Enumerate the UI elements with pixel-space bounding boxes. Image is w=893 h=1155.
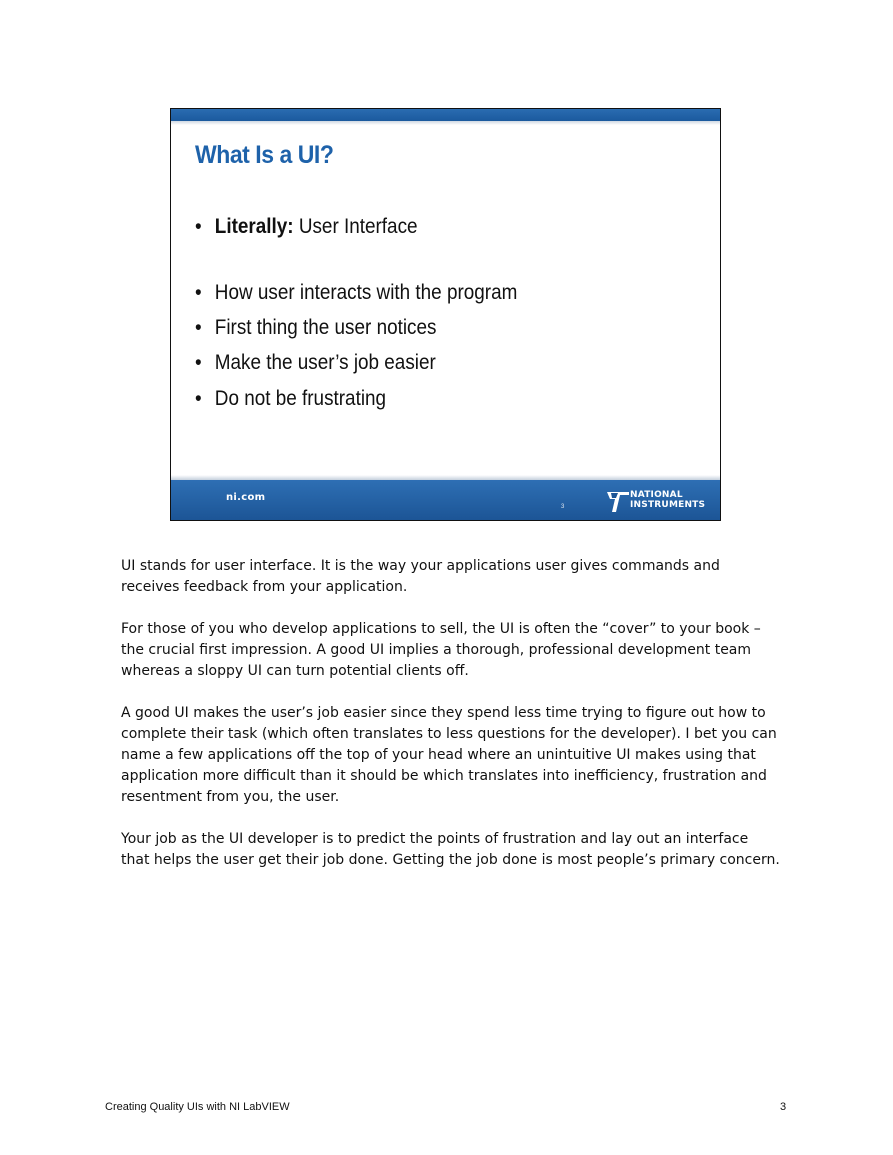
page-footer-number: 3 bbox=[780, 1101, 787, 1113]
page-footer-title: Creating Quality UIs with NI LabVIEW bbox=[105, 1101, 290, 1113]
bullet-text: How user interacts with the program bbox=[214, 281, 518, 304]
bullet-dot: • bbox=[195, 351, 202, 374]
bullet-dot: • bbox=[195, 215, 202, 238]
ni-logo-line1: NATIONAL bbox=[630, 490, 683, 500]
bullet-dot: • bbox=[195, 281, 202, 304]
bullet-text: First thing the user notices bbox=[214, 316, 437, 339]
bullet-text: Do not be frustrating bbox=[214, 387, 387, 410]
slide-title: What Is a UI? bbox=[195, 141, 334, 169]
bullet-item bbox=[195, 281, 517, 305]
bullet-text: User Interface bbox=[293, 215, 418, 238]
notes-paragraph: Your job as the UI developer is to predict the points of frustration and lay out an interface that helps the user get their job done. Getting the job done is most people’s primary concern. bbox=[121, 831, 780, 868]
bullet-dot: • bbox=[195, 316, 202, 339]
footer-url: ni.com bbox=[226, 492, 266, 503]
slide-top-bar bbox=[171, 109, 720, 121]
speaker-notes bbox=[121, 556, 781, 892]
bullet-item bbox=[195, 387, 386, 411]
notes-paragraph: For those of you who develop applications to sell, the UI is often the “cover” to your book – the crucial first impression. A good UI implies a thorough, professional development team whereas a sloppy UI can turn potential clients off. bbox=[121, 621, 761, 679]
notes-paragraph: A good UI makes the user’s job easier since they spend less time trying to figure out how to complete their task (which often translates to less questions for the developer). I bet you can name a few applications off the top of your head where an unintuitive UI makes using that application more difficult than it should be which translates into inefficiency, frustration and resentment from you, the user. bbox=[121, 705, 777, 805]
ni-logo-line2: INSTRUMENTS bbox=[630, 500, 706, 510]
slide-top-bar-shade bbox=[171, 121, 720, 125]
bullet-text: Make the user’s job easier bbox=[214, 351, 436, 374]
national-instruments-logo bbox=[606, 488, 708, 514]
notes-paragraph: UI stands for user interface. It is the way your applications user gives commands and receives feedback from your application. bbox=[121, 558, 720, 595]
bullet-bold-text: Literally: bbox=[214, 215, 294, 238]
bullet-item bbox=[195, 351, 436, 375]
bullet-item bbox=[195, 215, 418, 239]
bullet-dot: • bbox=[195, 387, 202, 410]
ni-logo-text bbox=[630, 490, 705, 510]
bullet-item bbox=[195, 316, 436, 340]
slide-thumbnail bbox=[170, 108, 721, 521]
slide-page-number: 3 bbox=[561, 504, 565, 510]
ni-eagle-icon bbox=[606, 489, 630, 513]
slide-footer-bar bbox=[171, 480, 720, 520]
